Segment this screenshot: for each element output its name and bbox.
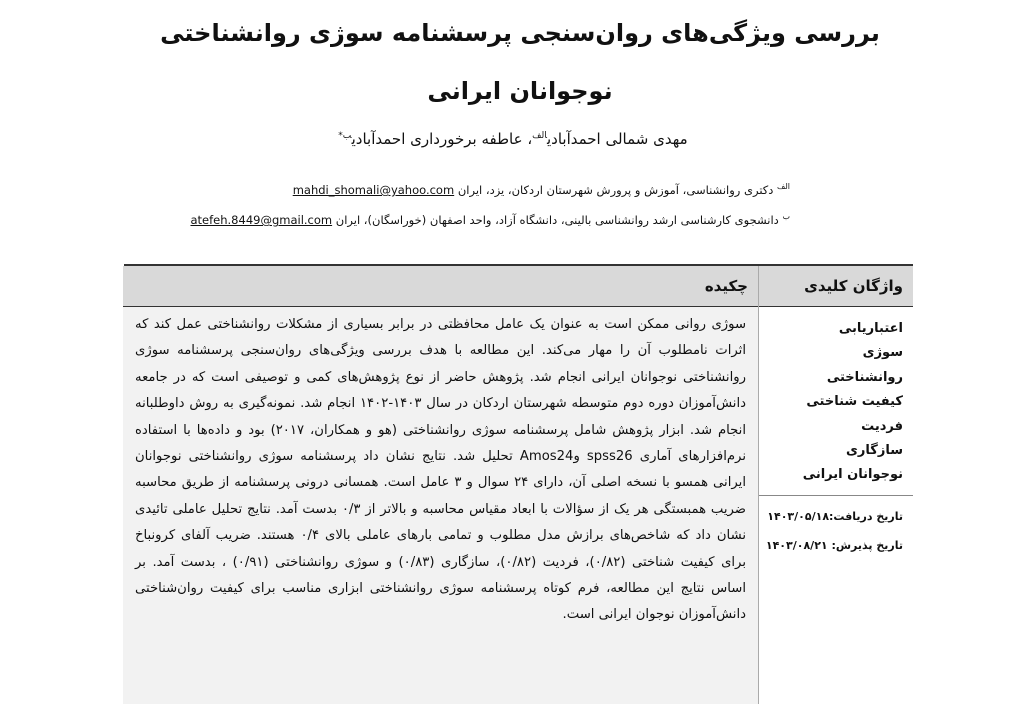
affiliation-2-text: دانشجوی کارشناسی ارشد روانشناسی بالینی، دانشگاه آزاد، واحد اصفهان (خوراسگان)، ایران — [335, 212, 779, 227]
received-label: تاریخ دریافت: — [829, 509, 903, 523]
keyword-item: اعتباریابی — [838, 321, 903, 336]
dates-block — [759, 496, 913, 560]
keyword-item: روانشناختی — [826, 369, 903, 385]
keyword-item: فردیت — [861, 418, 903, 434]
affiliation-2 — [190, 208, 790, 229]
affiliation-2-marker: ب — [782, 212, 790, 221]
keyword-item: نوجوانان ایرانی — [802, 467, 903, 483]
abstract-box — [124, 264, 913, 704]
accepted-label: تاریخ پذیرش: — [831, 538, 903, 552]
received-value: ۱۴۰۳/۰۵/۱۸ — [767, 509, 830, 523]
keywords-column — [759, 266, 913, 704]
keywords-list — [759, 307, 913, 488]
paper-title: بررسی ویژگی‌های روان‌سنجی پرسشنامه سوژی روانشناختی نوجوانان ایرانی — [160, 19, 880, 105]
author-1-name: مهدی شمالی احمدآبادی — [546, 130, 688, 148]
keyword-item: کیفیت شناختی — [806, 394, 903, 410]
affiliation-1-email[interactable]: mahdi_shomali@yahoo.com — [292, 182, 455, 197]
keywords-header: واژگان کلیدی — [759, 266, 913, 307]
abstract-header: چکیده — [123, 266, 758, 307]
keyword-item: سازگاری — [846, 443, 903, 459]
author-separator: ، — [522, 130, 533, 148]
author-2-marker: ب* — [338, 131, 352, 141]
authors-line — [0, 124, 1026, 151]
abstract-column — [123, 266, 759, 704]
accepted-value: ۱۴۰۳/۰۸/۲۱ — [765, 538, 828, 552]
author-2-name: عاطفه برخورداری احمدآبادی — [351, 130, 523, 148]
accepted-date — [759, 531, 903, 560]
affiliation-2-email[interactable]: atefeh.8449@gmail.com — [190, 212, 333, 227]
affiliation-1-text: دکتری روانشناسی، آموزش و پرورش شهرستان اردکان، یزد، ایران — [457, 182, 774, 197]
affiliation-1 — [293, 178, 790, 199]
keyword-item: سوژی — [862, 345, 903, 361]
author-1-marker: الف — [532, 131, 547, 141]
affiliation-1-marker: الف — [777, 182, 790, 191]
abstract-text: سوژی روانی ممکن است به عنوان یک عامل محافظتی در برابر بسیاری از مشکلات روانشناختی عمل کند که اثرات نامطلوب آن را مهار می‌کند. این مطالعه با هدف بررسی ویژگی‌های روان‌سنجی پرسشنامه سوژی روانشناختی نوجوانان ایرانی انجام شد. پژوهش حاضر از نوع پژوهش‌های کمی و توصیفی است که در جامعه دانش‌آموزان دوره دوم متوسطه شهرستان اردکان در سال ۱۴۰۳-۱۴۰۲ انجام شد. نمونه‌گیری به روش داوطلبانه انجام شد. ابزار پژوهش شامل پرسشنامه سوژی روانشناختی (هو و همکاران، ۲۰۱۷) بود و داده‌ها با استفاده نرم‌افزارهای آماری spss26 وAmos24 تحلیل شد. نتایج نشان داد پرسشنامه سوژی روانشناختی نوجوانان ایرانی همسو با نسخه اصلی آن، دارای ۲۴ سوال و ۳ عامل است. همسانی درونی پرسشنامه از طریق محاسبه ضریب همبستگی هر یک از سؤالات با ابعاد مقیاس محاسبه و بالاتر از ۰/۳ بدست آمد. نتایج تحلیل عاملی تائیدی نشان داد که شاخص‌های برازش مدل مطلوب و تمامی بارهای عاملی بالای ۰/۴ هستند. ضریب آلفای کرونباخ برای کیفیت شناختی (۰/۸۲)، فردیت (۰/۸۲)، سازگاری (۰/۸۳) و سوژی روانشناختی (۰/۹۱) ، بدست آمد. بر اساس نتایج این مطالعه، فرم کوتاه پرسشنامه سوژی روانشناختی ابزاری مناسب برای کیفیت روان‌شناختی دانش‌آموزان نوجوان ایرانی است. — [135, 317, 747, 623]
received-date — [759, 502, 903, 531]
